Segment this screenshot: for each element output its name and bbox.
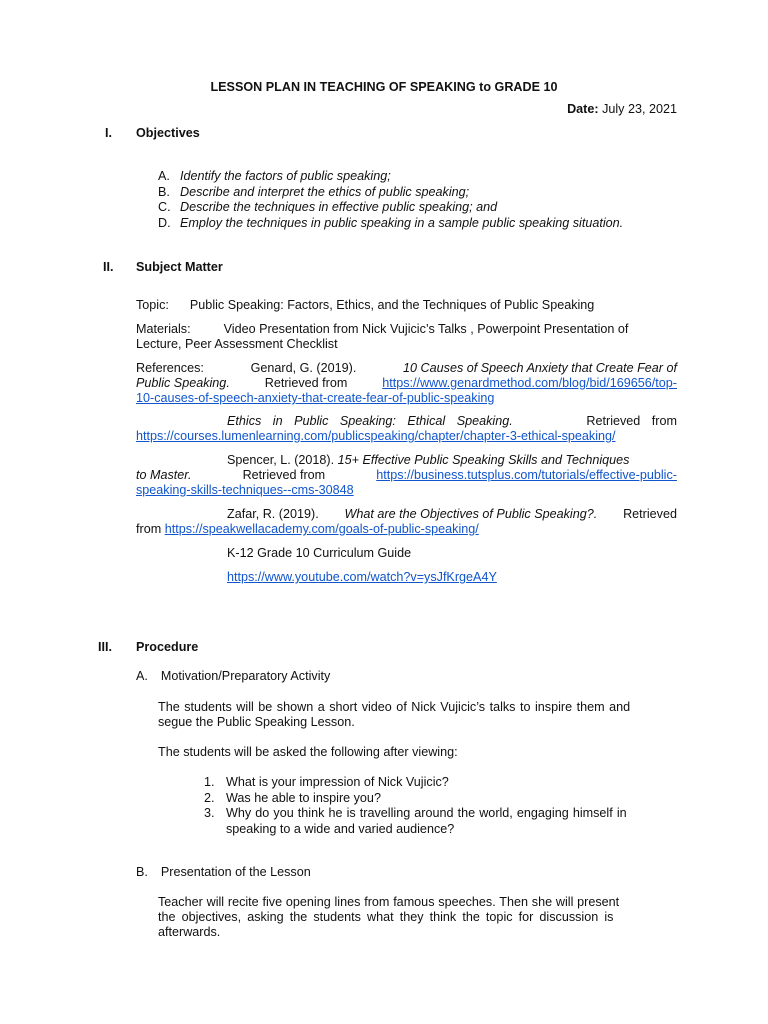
section-title-objectives: Objectives [136, 126, 200, 140]
materials-label: Materials: [136, 322, 191, 336]
list-item: B. Describe and interpret the ethics of public speaking; [158, 184, 470, 199]
questions-list [204, 775, 684, 837]
procedure-a-para2: The students will be asked the following after viewing: [158, 745, 458, 759]
topic-line [136, 298, 594, 314]
document-date [567, 102, 677, 118]
document-title: LESSON PLAN IN TEACHING OF SPEAKING to GRADE 10 [210, 80, 558, 94]
materials-line-1 [136, 322, 628, 338]
section-title-subject: Subject Matter [136, 260, 223, 274]
section-title-procedure: Procedure [136, 640, 199, 654]
reference-3-line-2: to Master. Retrieved from https://business.tutsplus.com/tutorials/effective-public- [136, 468, 677, 482]
procedure-b-para-line1: Teacher will recite five opening lines from famous speeches. Then she will present [158, 895, 620, 909]
topic-text: Public Speaking: Factors, Ethics, and the Techniques of Public Speaking [189, 298, 595, 312]
objectives-list [158, 169, 698, 231]
reference-4-line-2: from https://speakwellacademy.com/goals-of-public-speaking/ [136, 522, 479, 536]
section-number-subject: II. [103, 260, 114, 274]
materials-text: Video Presentation from Nick Vujicic’s Talks , Powerpoint Presentation of [223, 322, 629, 336]
date-label: Date: [567, 102, 599, 116]
list-item: A. Identify the factors of public speaking; [158, 169, 391, 183]
reference-1-line-1: References: Genard, G. (2019). 10 Causes of Speech Anxiety that Create Fear of [136, 361, 677, 375]
references-label: References: [136, 361, 204, 375]
reference-2-link[interactable]: https://courses.lumenlearning.com/publicspeaking/chapter/chapter-3-ethical-speaking/ [136, 429, 616, 443]
materials-line-2: Lecture, Peer Assessment Checklist [136, 337, 338, 351]
topic-label: Topic: [136, 298, 169, 312]
reference-4-link[interactable]: https://speakwellacademy.com/goals-of-public-speaking/ [164, 522, 479, 536]
date-value: July 23, 2021 [602, 102, 677, 116]
list-item-cont: speaking to a wide and varied audience? [226, 821, 455, 836]
procedure-a-para1-line2: segue the Public Speaking Lesson. [158, 715, 355, 729]
list-item: 1. What is your impression of Nick Vujicic? [204, 775, 449, 789]
list-item: D. Employ the techniques in public speaking in a sample public speaking situation. [158, 215, 624, 230]
list-item: 3. Why do you think he is travelling around the world, engaging himself in [204, 806, 627, 820]
reference-6-link[interactable]: https://www.youtube.com/watch?v=ysJfKrgeA4Y [227, 570, 497, 584]
reference-1-line-2: Public Speaking. Retrieved from https://www.genardmethod.com/blog/bid/169656/top- [136, 376, 677, 390]
list-item: C. Describe the techniques in effective public speaking; and [158, 200, 498, 214]
reference-3-link-cont[interactable]: speaking-skills-techniques--cms-30848 [136, 483, 354, 497]
reference-1-link[interactable]: https://www.genardmethod.com/blog/bid/169656/top- [382, 376, 677, 390]
reference-3-line-1: Spencer, L. (2018). 15+ Effective Public Speaking Skills and Techniques [227, 453, 630, 467]
procedure-a-heading: A. Motivation/Preparatory Activity [136, 669, 331, 683]
reference-1-link-cont[interactable]: 10-causes-of-speech-anxiety-that-create-fear-of-public-speaking [136, 391, 495, 405]
procedure-b-para-line3: afterwards. [158, 925, 221, 939]
reference-3-link[interactable]: https://business.tutsplus.com/tutorials/effective-public- [376, 468, 677, 482]
reference-2-line-1: Ethics in Public Speaking: Ethical Speaking. Retrieved from [227, 414, 677, 428]
procedure-a-para1-line1: The students will be shown a short video of Nick Vujicic’s talks to inspire them and [158, 700, 631, 714]
procedure-b-para-line2: the objectives, asking the students what they think the topic for discussion is [158, 910, 614, 924]
procedure-b-heading: B. Presentation of the Lesson [136, 865, 311, 879]
section-number-procedure: III. [98, 640, 112, 654]
section-number-objectives: I. [105, 126, 112, 140]
reference-5: K-12 Grade 10 Curriculum Guide [227, 546, 412, 560]
list-item: 2. Was he able to inspire you? [204, 790, 381, 805]
reference-4-line-1: Zafar, R. (2019). What are the Objectives of Public Speaking?. Retrieved [227, 507, 677, 521]
